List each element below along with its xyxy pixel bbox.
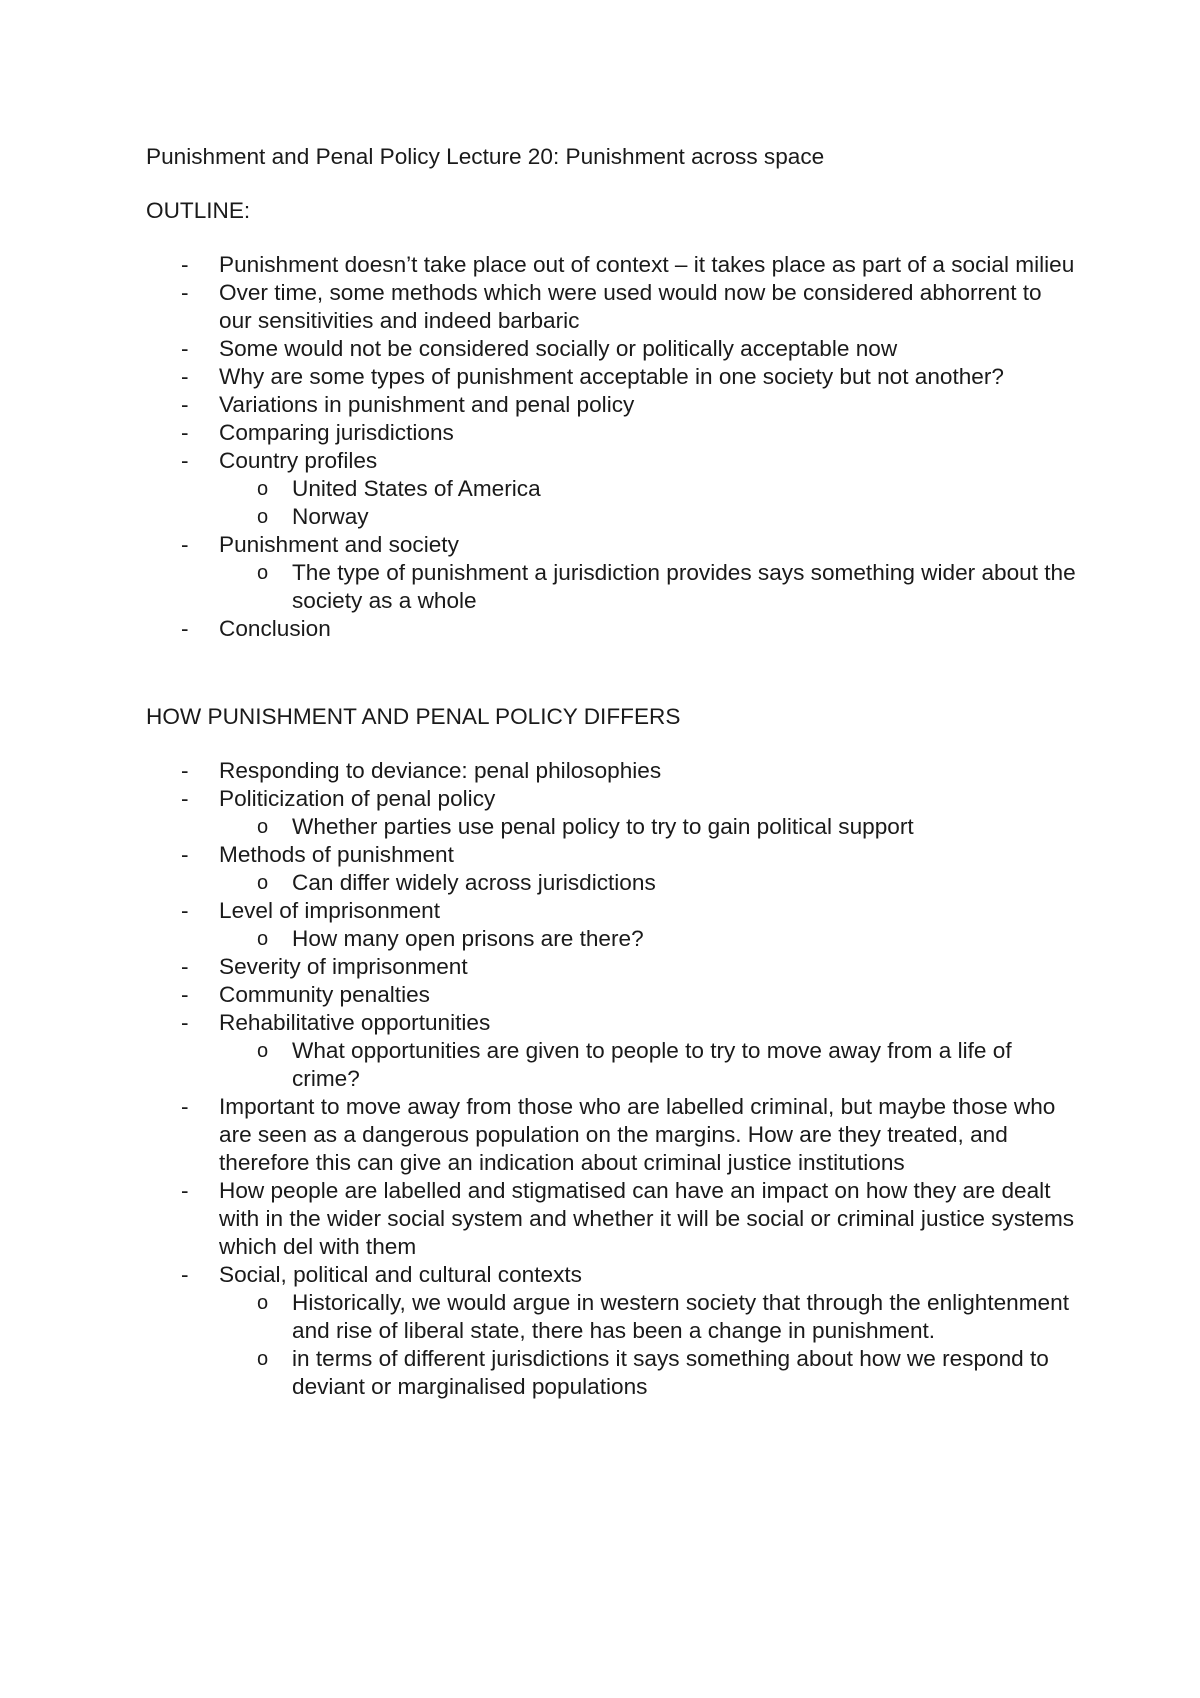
outline-list [146, 251, 1076, 643]
list-item-text: Severity of imprisonment [219, 954, 468, 979]
sub-list-item [257, 1289, 1076, 1345]
sub-list-item-text: Can differ widely across jurisdictions [292, 870, 656, 895]
sub-list-item-text: What opportunities are given to people to try to move away from a life of crime? [292, 1038, 1012, 1091]
sub-list-item [257, 559, 1076, 615]
list-item-text: Social, political and cultural contexts [219, 1262, 582, 1287]
list-item [181, 279, 1076, 335]
sub-list-item-text: Norway [292, 504, 369, 529]
list-item [181, 897, 1076, 953]
sub-list [219, 1289, 1076, 1401]
sub-list-item [257, 503, 1076, 531]
circle-bullet: o [257, 1292, 269, 1314]
dash-bullet: - [181, 1010, 189, 1035]
list-item-text: Level of imprisonment [219, 898, 441, 923]
list-item-text: How people are labelled and stigmatised can have an impact on how they are dealt with in the wider social system and whether it will be social or criminal justice systems which del with them [219, 1178, 1075, 1259]
list-item-text: Community penalties [219, 982, 430, 1007]
list-item [181, 1177, 1076, 1261]
sub-list-item-text: Whether parties use penal policy to try to gain political support [292, 814, 914, 839]
dash-bullet: - [181, 842, 189, 867]
document-body [146, 143, 1076, 1401]
list-item-text: Conclusion [219, 616, 331, 641]
dash-bullet: - [181, 1262, 189, 1287]
list-item [181, 953, 1076, 981]
sub-list-item-text: How many open prisons are there? [292, 926, 644, 951]
list-item [181, 391, 1076, 419]
list-item [181, 1261, 1076, 1401]
dash-bullet: - [181, 954, 189, 979]
sub-list [219, 869, 1076, 897]
dash-bullet: - [181, 448, 189, 473]
sub-list-item [257, 813, 1076, 841]
sub-list [219, 1037, 1076, 1093]
list-item [181, 251, 1076, 279]
circle-bullet: o [257, 1040, 269, 1062]
differs-list [146, 757, 1076, 1401]
list-item-text: Over time, some methods which were used would now be considered abhorrent to our sensitivities and indeed barbaric [219, 280, 1042, 333]
sub-list [219, 813, 1076, 841]
list-item [181, 841, 1076, 897]
sub-list [219, 925, 1076, 953]
sub-list-item-text: The type of punishment a jurisdiction provides says something wider about the society as a whole [292, 560, 1076, 613]
dash-bullet: - [181, 532, 189, 557]
list-item [181, 1009, 1076, 1093]
list-item-text: Responding to deviance: penal philosophies [219, 758, 662, 783]
list-item-text: Methods of punishment [219, 842, 454, 867]
circle-bullet: o [257, 872, 269, 894]
list-item-text: Variations in punishment and penal policy [219, 392, 635, 417]
dash-bullet: - [181, 898, 189, 923]
sub-list-item [257, 1037, 1076, 1093]
dash-bullet: - [181, 364, 189, 389]
dash-bullet: - [181, 758, 189, 783]
dash-bullet: - [181, 786, 189, 811]
sub-list [219, 475, 1076, 531]
sub-list [219, 559, 1076, 615]
list-item [181, 785, 1076, 841]
list-item-text: Some would not be considered socially or politically acceptable now [219, 336, 898, 361]
sub-list-item-text: in terms of different jurisdictions it says something about how we respond to deviant or marginalised populations [292, 1346, 1049, 1399]
dash-bullet: - [181, 420, 189, 445]
outline-heading: OUTLINE: [146, 198, 251, 223]
list-item-text: Rehabilitative opportunities [219, 1010, 491, 1035]
list-item-text: Country profiles [219, 448, 378, 473]
sub-list-item-text: United States of America [292, 476, 541, 501]
circle-bullet: o [257, 1348, 269, 1370]
list-item-text: Punishment and society [219, 532, 459, 557]
sub-list-item-text: Historically, we would argue in western society that through the enlightenment and rise of liberal state, there has been a change in punishment. [292, 1290, 1069, 1343]
differs-heading: HOW PUNISHMENT AND PENAL POLICY DIFFERS [146, 704, 681, 729]
list-item [181, 419, 1076, 447]
list-item-text: Important to move away from those who are labelled criminal, but maybe those who are seen as a dangerous population on the margins. How are they treated, and therefore this can give an indication about criminal justice institutions [219, 1094, 1056, 1175]
list-item [181, 447, 1076, 531]
list-item-text: Why are some types of punishment acceptable in one society but not another? [219, 364, 1004, 389]
dash-bullet: - [181, 252, 189, 277]
dash-bullet: - [181, 280, 189, 305]
dash-bullet: - [181, 1178, 189, 1203]
list-item [181, 1093, 1076, 1177]
circle-bullet: o [257, 816, 269, 838]
list-item-text: Politicization of penal policy [219, 786, 496, 811]
list-item [181, 363, 1076, 391]
sub-list-item [257, 475, 1076, 503]
circle-bullet: o [257, 506, 269, 528]
list-item [181, 335, 1076, 363]
document-title: Punishment and Penal Policy Lecture 20: Punishment across space [146, 144, 825, 169]
dash-bullet: - [181, 1094, 189, 1119]
dash-bullet: - [181, 336, 189, 361]
sub-list-item [257, 869, 1076, 897]
sub-list-item [257, 925, 1076, 953]
list-item [181, 531, 1076, 615]
dash-bullet: - [181, 392, 189, 417]
list-item [181, 981, 1076, 1009]
circle-bullet: o [257, 478, 269, 500]
list-item-text: Punishment doesn’t take place out of context – it takes place as part of a social milieu [219, 252, 1075, 277]
sub-list-item [257, 1345, 1076, 1401]
list-item [181, 757, 1076, 785]
circle-bullet: o [257, 562, 269, 584]
list-item-text: Comparing jurisdictions [219, 420, 454, 445]
list-item [181, 615, 1076, 643]
circle-bullet: o [257, 928, 269, 950]
dash-bullet: - [181, 982, 189, 1007]
dash-bullet: - [181, 616, 189, 641]
